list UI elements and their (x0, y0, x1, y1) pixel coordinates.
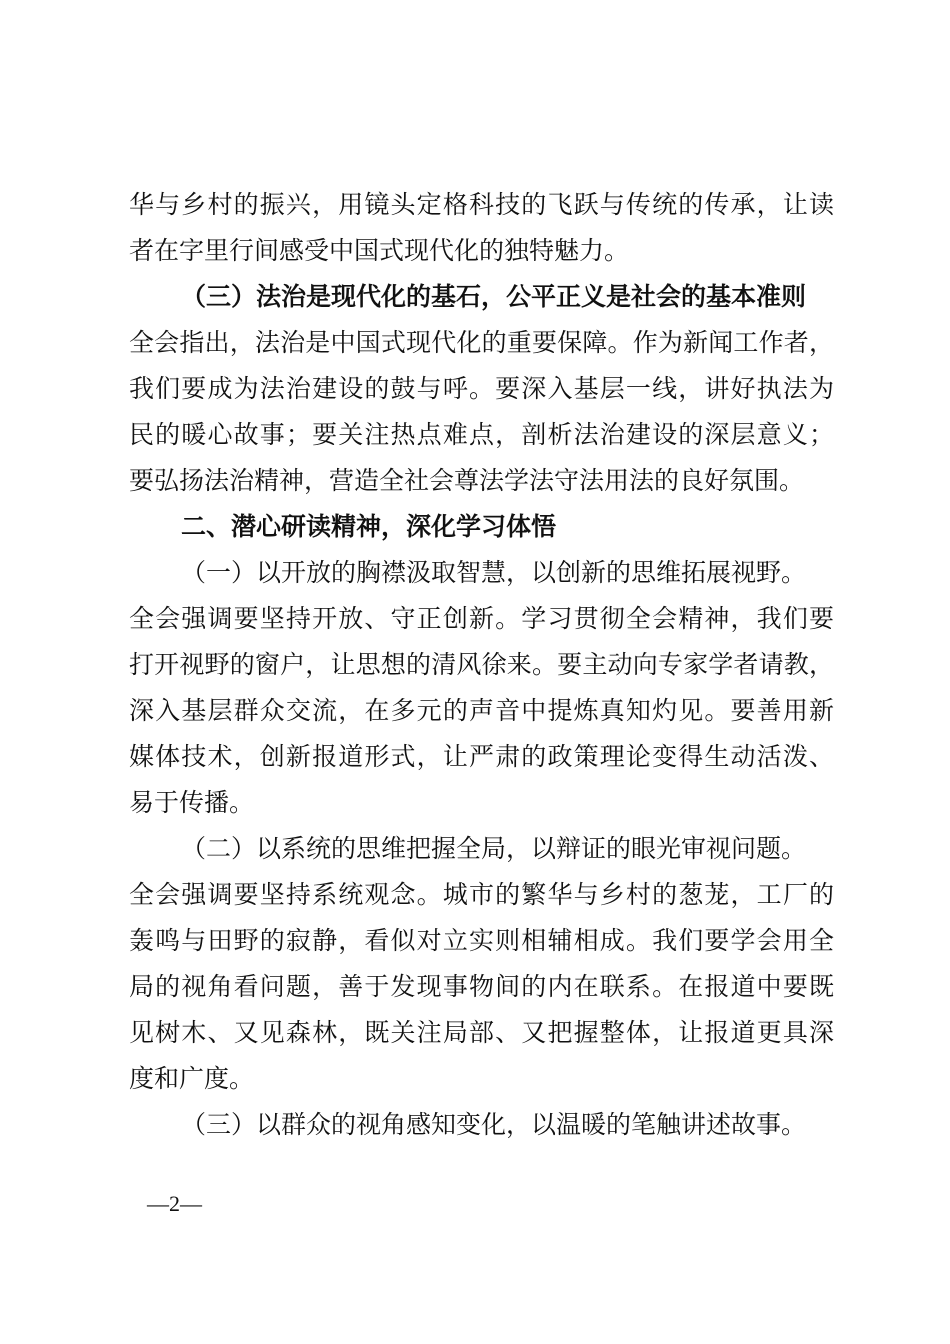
paragraph-line: 华与乡村的振兴，用镜头定格科技的飞跃与传统的传承，让读 (129, 190, 834, 219)
paragraph-line: 要弘扬法治精神，营造全社会尊法学法守法用法的良好氛围。 (129, 466, 805, 495)
paragraph-line: 全会指出，法治是中国式现代化的重要保障。作为新闻工作者， (129, 328, 834, 357)
paragraph-line: 者在字里行间感受中国式现代化的独特魅力。 (129, 236, 630, 265)
page-number: —2— (147, 1191, 202, 1216)
paragraph-line: 打开视野的窗户，让思想的清风徐来。要主动向专家学者请教， (129, 650, 834, 679)
paragraph-line: 轰鸣与田野的寂静，看似对立实则相辅相成。我们要学会用全 (129, 926, 834, 955)
subheading-masses: （三）以群众的视角感知变化，以温暖的笔触讲述故事。 (181, 1110, 807, 1139)
paragraph-line: 易于传播。 (129, 788, 255, 817)
paragraph-line: 全会强调要坚持开放、守正创新。学习贯彻全会精神，我们要 (129, 604, 834, 633)
paragraph-line: 全会强调要坚持系统观念。城市的繁华与乡村的葱茏，工厂的 (129, 880, 834, 909)
section-heading-2: 二、潜心研读精神，深化学习体悟 (181, 512, 557, 541)
paragraph-line: 见树木、又见森林，既关注局部、又把握整体，让报道更具深 (129, 1018, 834, 1047)
subheading-law: （三）法治是现代化的基石，公平正义是社会的基本准则 (181, 282, 807, 311)
paragraph-line: 度和广度。 (129, 1064, 255, 1093)
paragraph-line: 深入基层群众交流，在多元的声音中提炼真知灼见。要善用新 (129, 696, 834, 725)
subheading-systematic: （二）以系统的思维把握全局，以辩证的眼光审视问题。 (181, 834, 807, 863)
paragraph-line: 民的暖心故事；要关注热点难点，剖析法治建设的深层意义； (129, 420, 834, 449)
paragraph-line: 媒体技术，创新报道形式，让严肃的政策理论变得生动活泼、 (129, 742, 834, 771)
paragraph-line: 局的视角看问题，善于发现事物间的内在联系。在报道中要既 (129, 972, 834, 1001)
subheading-open-mind: （一）以开放的胸襟汲取智慧，以创新的思维拓展视野。 (181, 558, 807, 587)
document-body (129, 182, 834, 1148)
paragraph-line: 我们要成为法治建设的鼓与呼。要深入基层一线，讲好执法为 (129, 374, 834, 403)
